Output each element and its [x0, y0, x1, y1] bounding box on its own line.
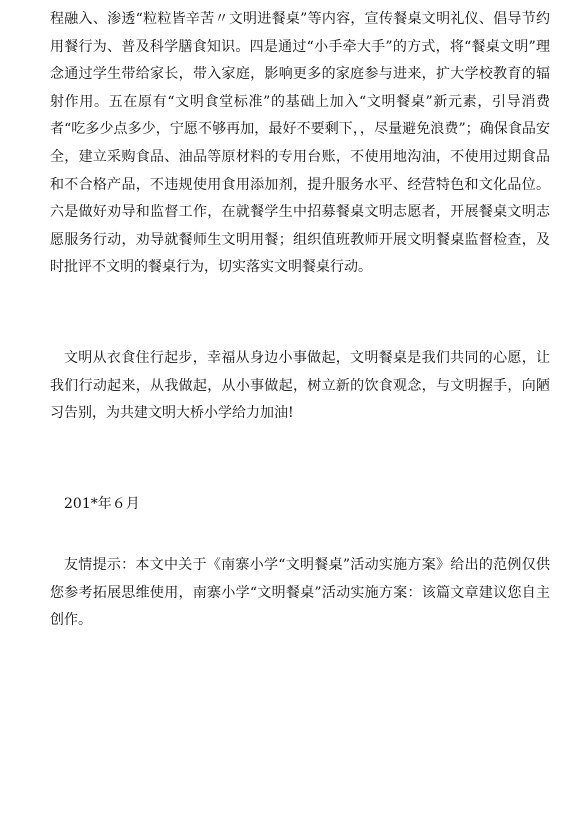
- paragraph-text: 文明从衣食住行起步，幸福从身边小事做起，文明餐桌是我们共同的心愿，让我们行动起来，从我做起，从小事做起，树立新的饮食观念，与文明握手，向陋习告别，为共建文明大桥小学给力加油!: [50, 350, 550, 422]
- body-paragraph-closing: [50, 345, 550, 428]
- friendly-tip-paragraph: [50, 552, 550, 635]
- body-paragraph-continuation: [50, 6, 550, 282]
- date-line: [50, 491, 550, 519]
- paragraph-text: 友情提示：本文中关于《南寨小学“文明餐桌”活动实施方案》给出的范例仅供您参考拓展思维使用，南寨小学“文明餐桌”活动实施方案：该篇文章建议您自主创作。: [50, 557, 550, 629]
- paragraph-text: 程融入、渗透“粒粒皆辛苦〃文明进餐桌”等内容，宣传餐桌文明礼仪、倡导节约用餐行为、普及科学膳食知识。四是通过“小手牵大手”的方式，将“餐桌文明”理念通过学生带给家长，带入家庭，影响更多的家庭参与进来，扩大学校教育的辐射作用。五在原有“文明食堂标准”的基础上加入“文明餐桌”新元素，引导消费者“吃多少点多少，宁愿不够再加，最好不要剩下，，尽量避免浪费”；确保食品安全，建立采购食品、油品等原材料的专用台账，不使用地沟油，不使用过期食品和不合格产品，不违规使用食用添加剂，提升服务水平、经营特色和文化品位。六是做好劝导和监督工作，在就餐学生中招募餐桌文明志愿者，开展餐桌文明志愿服务行动，劝导就餐师生文明用餐；组织值班教师开展文明餐桌监督检查，及时批评不文明的餐桌行为，切实落实文明餐桌行动。: [50, 11, 550, 276]
- date-text: 201*年６月: [64, 496, 140, 512]
